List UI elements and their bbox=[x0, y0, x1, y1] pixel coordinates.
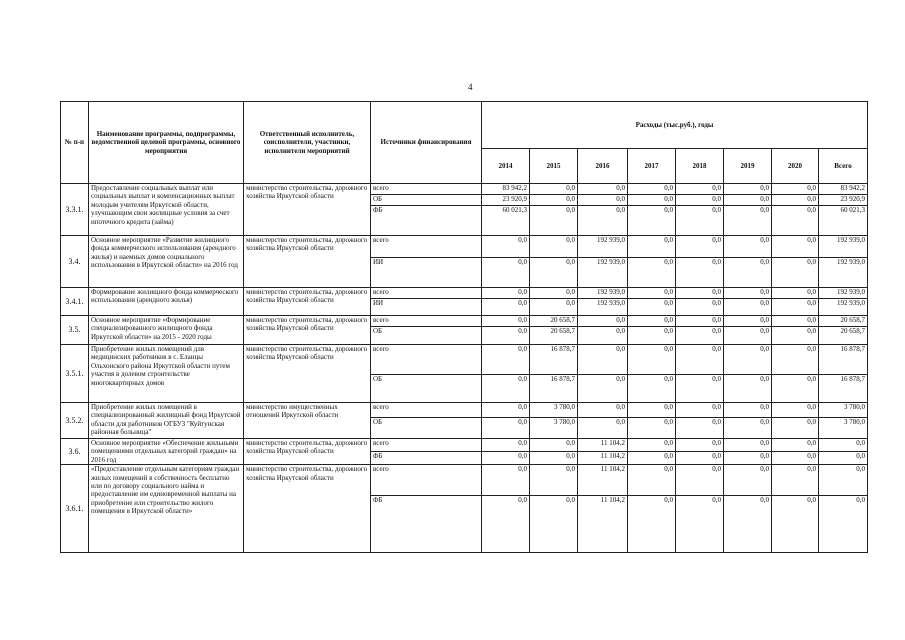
amount-cell: 0,0 bbox=[724, 258, 772, 288]
funding-source: всего bbox=[371, 316, 482, 327]
amount-cell: 0,0 bbox=[482, 439, 530, 452]
amount-cell: 0,0 bbox=[772, 465, 819, 496]
amount-cell: 0,0 bbox=[772, 451, 819, 465]
amount-cell: 0,0 bbox=[772, 327, 819, 345]
amount-cell: 192 939,0 bbox=[819, 258, 868, 288]
amount-cell: 23 920,9 bbox=[482, 195, 530, 206]
header-year: 2019 bbox=[724, 149, 772, 184]
amount-cell: 0,0 bbox=[578, 418, 628, 439]
table-row bbox=[61, 403, 868, 418]
row-number: 3.4. bbox=[61, 236, 89, 288]
amount-cell: 0,0 bbox=[724, 184, 772, 195]
amount-cell: 0,0 bbox=[676, 496, 724, 553]
amount-cell: 0,0 bbox=[482, 236, 530, 258]
amount-cell: 0,0 bbox=[676, 465, 724, 496]
table-row bbox=[61, 236, 868, 258]
amount-cell: 0,0 bbox=[676, 195, 724, 206]
table-row bbox=[61, 345, 868, 375]
amount-cell: 0,0 bbox=[772, 236, 819, 258]
amount-cell: 20 658,7 bbox=[819, 316, 868, 327]
funding-source: всего bbox=[371, 465, 482, 496]
amount-cell: 0,0 bbox=[530, 439, 578, 452]
amount-cell: 0,0 bbox=[772, 345, 819, 375]
amount-cell: 0,0 bbox=[676, 236, 724, 258]
amount-cell: 0,0 bbox=[482, 345, 530, 375]
amount-cell: 0,0 bbox=[724, 439, 772, 452]
amount-cell: 0,0 bbox=[724, 299, 772, 316]
funding-source: ОБ bbox=[371, 195, 482, 206]
amount-cell: 0,0 bbox=[482, 299, 530, 316]
amount-cell: 0,0 bbox=[724, 418, 772, 439]
header-source: Источники финансирования bbox=[371, 102, 482, 184]
amount-cell: 0,0 bbox=[530, 288, 578, 299]
row-number: 3.3.1. bbox=[61, 184, 89, 236]
amount-cell: 0,0 bbox=[772, 418, 819, 439]
amount-cell: 0,0 bbox=[676, 327, 724, 345]
amount-cell: 0,0 bbox=[772, 439, 819, 452]
amount-cell: 0,0 bbox=[724, 403, 772, 418]
header-expenses: Расходы (тыс.руб.), годы bbox=[482, 102, 868, 149]
funding-source: всего bbox=[371, 184, 482, 195]
amount-cell: 0,0 bbox=[628, 258, 676, 288]
amount-cell: 0,0 bbox=[530, 451, 578, 465]
funding-source: ОБ bbox=[371, 418, 482, 439]
program-name: Основное мероприятие «Обеспечение жильными помещениями отдельных категорий граждан» на 2016 год bbox=[89, 439, 244, 465]
header-name: Наименование программы, подпрограммы, ведомственной целевой программы, основного мероприятия bbox=[89, 102, 244, 184]
amount-cell: 0,0 bbox=[482, 327, 530, 345]
amount-cell: 0,0 bbox=[482, 375, 530, 403]
amount-cell: 20 658,7 bbox=[819, 327, 868, 345]
amount-cell: 0,0 bbox=[676, 184, 724, 195]
amount-cell: 0,0 bbox=[819, 465, 868, 496]
amount-cell: 16 878,7 bbox=[530, 345, 578, 375]
amount-cell: 0,0 bbox=[628, 345, 676, 375]
amount-cell: 0,0 bbox=[530, 299, 578, 316]
amount-cell: 0,0 bbox=[530, 465, 578, 496]
header-year: 2017 bbox=[628, 149, 676, 184]
amount-cell: 0,0 bbox=[772, 496, 819, 553]
amount-cell: 0,0 bbox=[724, 206, 772, 236]
amount-cell: 0,0 bbox=[628, 451, 676, 465]
amount-cell: 0,0 bbox=[628, 439, 676, 452]
amount-cell: 0,0 bbox=[482, 465, 530, 496]
row-number: 3.6.1. bbox=[61, 465, 89, 553]
amount-cell: 0,0 bbox=[724, 288, 772, 299]
funding-source: всего bbox=[371, 288, 482, 299]
amount-cell: 0,0 bbox=[530, 184, 578, 195]
amount-cell: 0,0 bbox=[676, 451, 724, 465]
amount-cell: 0,0 bbox=[578, 195, 628, 206]
amount-cell: 0,0 bbox=[628, 195, 676, 206]
amount-cell: 20 658,7 bbox=[530, 316, 578, 327]
amount-cell: 0,0 bbox=[676, 345, 724, 375]
program-name: Приобретение жилых помещений в специализированный жилищный фонд Иркутской области для работников ОГБУЗ "Куйтунская районная больница" bbox=[89, 403, 244, 439]
amount-cell: 0,0 bbox=[819, 496, 868, 553]
amount-cell: 0,0 bbox=[578, 184, 628, 195]
header-year: 2018 bbox=[676, 149, 724, 184]
amount-cell: 0,0 bbox=[628, 184, 676, 195]
amount-cell: 0,0 bbox=[724, 375, 772, 403]
amount-cell: 11 104,2 bbox=[578, 439, 628, 452]
amount-cell: 0,0 bbox=[530, 496, 578, 553]
table-row bbox=[61, 465, 868, 496]
amount-cell: 0,0 bbox=[676, 258, 724, 288]
executor: министерство строительства, дорожного хозяйства Иркутской области bbox=[244, 184, 371, 236]
table-row bbox=[61, 184, 868, 195]
table-row bbox=[61, 288, 868, 299]
row-number: 3.4.1. bbox=[61, 288, 89, 316]
amount-cell: 0,0 bbox=[724, 465, 772, 496]
amount-cell: 83 942,2 bbox=[482, 184, 530, 195]
amount-cell: 0,0 bbox=[628, 206, 676, 236]
amount-cell: 16 878,7 bbox=[819, 345, 868, 375]
amount-cell: 0,0 bbox=[724, 316, 772, 327]
amount-cell: 0,0 bbox=[628, 299, 676, 316]
funding-source: ОБ bbox=[371, 327, 482, 345]
amount-cell: 60 021,3 bbox=[482, 206, 530, 236]
amount-cell: 0,0 bbox=[724, 236, 772, 258]
amount-cell: 0,0 bbox=[676, 418, 724, 439]
amount-cell: 0,0 bbox=[724, 451, 772, 465]
funding-source: ФБ bbox=[371, 451, 482, 465]
amount-cell: 0,0 bbox=[482, 418, 530, 439]
amount-cell: 0,0 bbox=[676, 299, 724, 316]
amount-cell: 0,0 bbox=[628, 236, 676, 258]
executor: министерство имущественных отношений Иркутской области bbox=[244, 403, 371, 439]
amount-cell: 0,0 bbox=[578, 403, 628, 418]
amount-cell: 192 939,0 bbox=[819, 299, 868, 316]
table-row bbox=[61, 316, 868, 327]
table-row bbox=[61, 439, 868, 452]
amount-cell: 0,0 bbox=[628, 288, 676, 299]
amount-cell: 0,0 bbox=[482, 316, 530, 327]
amount-cell: 3 780,0 bbox=[819, 418, 868, 439]
amount-cell: 0,0 bbox=[482, 288, 530, 299]
amount-cell: 0,0 bbox=[628, 327, 676, 345]
amount-cell: 0,0 bbox=[772, 184, 819, 195]
row-number: 3.5. bbox=[61, 316, 89, 345]
header-year: 2016 bbox=[578, 149, 628, 184]
amount-cell: 20 658,7 bbox=[530, 327, 578, 345]
amount-cell: 0,0 bbox=[724, 195, 772, 206]
amount-cell: 0,0 bbox=[772, 316, 819, 327]
executor: министерство строительства, дорожного хозяйства Иркутской области bbox=[244, 345, 371, 403]
header-executor: Ответственный исполнитель, соисполнители, участники, исполнители мероприятий bbox=[244, 102, 371, 184]
amount-cell: 192 939,0 bbox=[578, 288, 628, 299]
header-year: 2014 bbox=[482, 149, 530, 184]
amount-cell: 0,0 bbox=[772, 288, 819, 299]
amount-cell: 0,0 bbox=[676, 403, 724, 418]
amount-cell: 0,0 bbox=[628, 496, 676, 553]
amount-cell: 0,0 bbox=[578, 345, 628, 375]
program-name: Основное мероприятие «Формирование специализированного жилищного фонда Иркутской области» на 2015 - 2020 годы bbox=[89, 316, 244, 345]
amount-cell: 0,0 bbox=[578, 206, 628, 236]
amount-cell: 0,0 bbox=[628, 418, 676, 439]
funding-source: всего bbox=[371, 403, 482, 418]
executor: министерство строительства, дорожного хозяйства Иркутской области bbox=[244, 288, 371, 316]
header-num: № п-п bbox=[61, 102, 89, 184]
amount-cell: 11 104,2 bbox=[578, 465, 628, 496]
amount-cell: 16 878,7 bbox=[819, 375, 868, 403]
amount-cell: 60 021,3 bbox=[819, 206, 868, 236]
amount-cell: 0,0 bbox=[772, 403, 819, 418]
funding-source: ФБ bbox=[371, 496, 482, 553]
amount-cell: 16 878,7 bbox=[530, 375, 578, 403]
amount-cell: 192 939,0 bbox=[578, 258, 628, 288]
amount-cell: 0,0 bbox=[676, 375, 724, 403]
amount-cell: 0,0 bbox=[578, 316, 628, 327]
executor: министерство строительства, дорожного хозяйства Иркутской области bbox=[244, 439, 371, 465]
amount-cell: 0,0 bbox=[676, 316, 724, 327]
amount-cell: 0,0 bbox=[530, 195, 578, 206]
amount-cell: 83 942,2 bbox=[819, 184, 868, 195]
executor: министерство строительства, дорожного хозяйства Иркутской области bbox=[244, 465, 371, 553]
executor: министерство строительства, дорожного хозяйства Иркутской области bbox=[244, 316, 371, 345]
amount-cell: 0,0 bbox=[724, 496, 772, 553]
amount-cell: 0,0 bbox=[724, 327, 772, 345]
amount-cell: 0,0 bbox=[676, 439, 724, 452]
amount-cell: 0,0 bbox=[578, 375, 628, 403]
amount-cell: 0,0 bbox=[482, 496, 530, 553]
funding-source: всего bbox=[371, 345, 482, 375]
amount-cell: 0,0 bbox=[628, 465, 676, 496]
program-name: Основное мероприятие «Развитие жилищного фонда коммерческого использования (арендного жилья) и наемных домов социального использования в Иркутской области» на 2016 год bbox=[89, 236, 244, 288]
amount-cell: 3 780,0 bbox=[530, 418, 578, 439]
program-name: Приобретение жилых помещений для медицинских работников в с. Еланцы Ольхонского района Иркутской области путем участия в долевом строительстве многоквартирных домов bbox=[89, 345, 244, 403]
row-number: 3.5.1. bbox=[61, 345, 89, 403]
amount-cell: 0,0 bbox=[530, 258, 578, 288]
header-year: 2020 bbox=[772, 149, 819, 184]
amount-cell: 0,0 bbox=[772, 206, 819, 236]
amount-cell: 0,0 bbox=[819, 439, 868, 452]
amount-cell: 11 104,2 bbox=[578, 451, 628, 465]
funding-source: ОБ bbox=[371, 375, 482, 403]
amount-cell: 0,0 bbox=[628, 375, 676, 403]
amount-cell: 0,0 bbox=[724, 345, 772, 375]
amount-cell: 0,0 bbox=[482, 451, 530, 465]
funding-source: всего bbox=[371, 439, 482, 452]
funding-source: ФБ bbox=[371, 206, 482, 236]
funding-source: ИИ bbox=[371, 299, 482, 316]
amount-cell: 0,0 bbox=[676, 206, 724, 236]
amount-cell: 0,0 bbox=[628, 403, 676, 418]
amount-cell: 0,0 bbox=[819, 451, 868, 465]
amount-cell: 11 104,2 bbox=[578, 496, 628, 553]
funding-source: всего bbox=[371, 236, 482, 258]
amount-cell: 192 939,0 bbox=[578, 236, 628, 258]
row-number: 3.5.2. bbox=[61, 403, 89, 439]
amount-cell: 23 920,9 bbox=[819, 195, 868, 206]
amount-cell: 0,0 bbox=[772, 258, 819, 288]
amount-cell: 0,0 bbox=[530, 206, 578, 236]
program-name: «Предоставление отдельным категориям граждан жилых помещений в собственность бесплатно или по договору социального найма и предоставление им единовременной выплаты на приобретение или строительство жилого помещения в Иркутской области» bbox=[89, 465, 244, 553]
header-year: Всего bbox=[819, 149, 868, 184]
amount-cell: 192 939,0 bbox=[578, 299, 628, 316]
page-number: 4 bbox=[468, 82, 473, 92]
amount-cell: 0,0 bbox=[578, 327, 628, 345]
header-year: 2015 bbox=[530, 149, 578, 184]
executor: министерство строительства, дорожного хозяйства Иркутской области bbox=[244, 236, 371, 288]
funding-source: ИИ bbox=[371, 258, 482, 288]
amount-cell: 192 939,0 bbox=[819, 236, 868, 258]
amount-cell: 0,0 bbox=[482, 403, 530, 418]
program-name: Предоставление социальных выплат или социальных выплат и компенсационных выплат молодым учителям Иркутской области, улучшающим свои жилищные условия за счет ипотечного кредита (займа) bbox=[89, 184, 244, 236]
amount-cell: 0,0 bbox=[772, 299, 819, 316]
program-name: Формирование жилищного фонда коммерческого использования (арендного жилья) bbox=[89, 288, 244, 316]
amount-cell: 0,0 bbox=[628, 316, 676, 327]
amount-cell: 0,0 bbox=[772, 195, 819, 206]
amount-cell: 0,0 bbox=[530, 236, 578, 258]
amount-cell: 3 780,0 bbox=[530, 403, 578, 418]
amount-cell: 192 939,0 bbox=[819, 288, 868, 299]
budget-table bbox=[60, 101, 868, 553]
amount-cell: 0,0 bbox=[676, 288, 724, 299]
amount-cell: 0,0 bbox=[482, 258, 530, 288]
amount-cell: 0,0 bbox=[772, 375, 819, 403]
row-number: 3.6. bbox=[61, 439, 89, 465]
amount-cell: 3 780,0 bbox=[819, 403, 868, 418]
